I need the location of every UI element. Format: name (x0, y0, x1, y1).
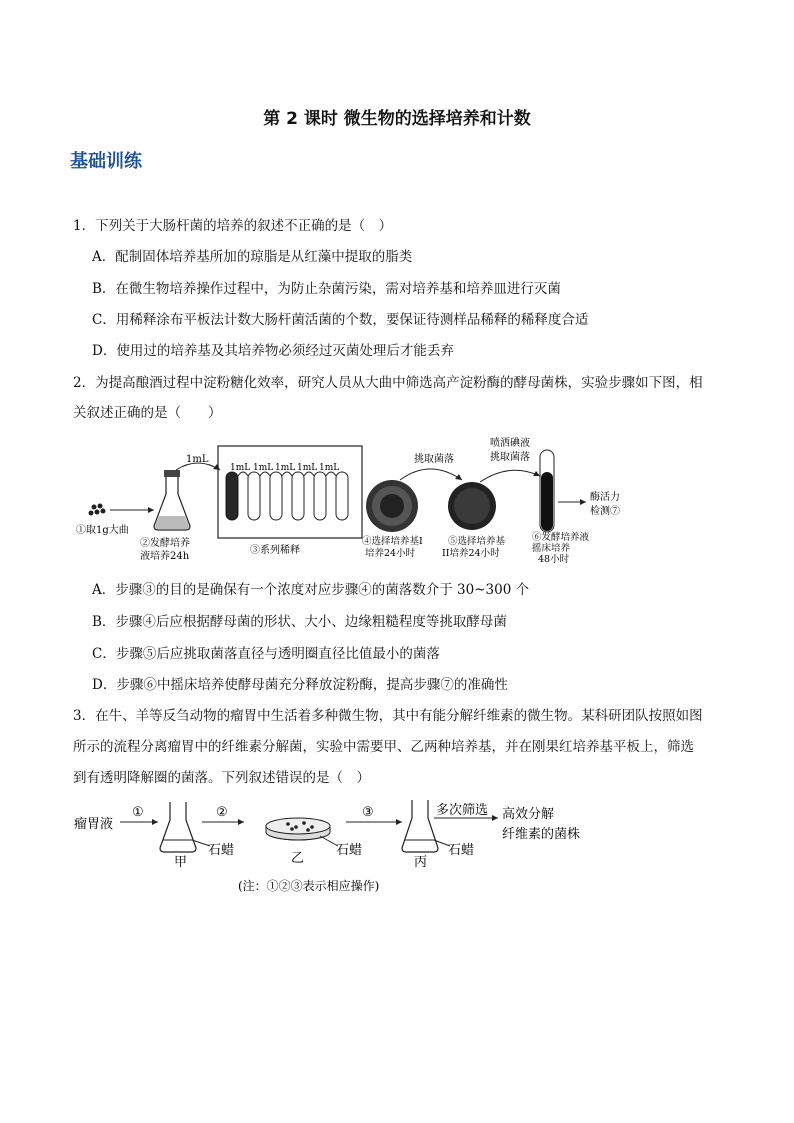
figure-note: (注：①②③表示相应操作) (238, 879, 380, 893)
flask-jia-icon (160, 802, 196, 852)
q1-option-c: C．用稀释涂布平板法计数大肠杆菌活菌的个数，要保证待测样品稀释的稀释度合适 (92, 312, 589, 328)
enzyme-activity-label-1: 酶活力 (590, 492, 620, 503)
step2-label-b: 液培养24h (140, 551, 190, 562)
tube-1ml-label-3: 1mL (275, 463, 296, 473)
step5-label-a: ⑤选择培养基 (448, 536, 506, 547)
q3-stem-line3: 到有透明降解圈的菌落。下列叙述错误的是（ ） (73, 770, 370, 786)
q2-option-b: B．步骤④后应根据酵母菌的形状、大小、边缘粗糙程度等挑取酵母菌 (92, 614, 507, 630)
step4-label-b: 培养24小时 (365, 548, 416, 559)
step5-label-b: II培养24小时 (442, 548, 500, 559)
q2-option-c: C．步骤⑤后应挑取菌落直径与透明圈直径比值最小的菌落 (92, 646, 440, 662)
spray-iodine-label: 喷洒碘液 (490, 438, 530, 449)
pick-colony-label-1: 挑取菌落 (414, 454, 454, 465)
step6-label-a: ⑥发酵培养液 (532, 532, 590, 543)
paraffin-label-3: 石蜡 (448, 843, 475, 858)
page-title: 第 2 课时 微生物的选择培养和计数 (263, 109, 531, 129)
q3-stem-line1: 3．在牛、羊等反刍动物的瘤胃中生活着多种微生物，其中有能分解纤维素的微生物。某科研团队按照如图 (73, 708, 703, 724)
q2-option-a: A．步骤③的目的是确保有一个浓度对应步骤④的菌落数介于 30~300 个 (92, 582, 530, 598)
paraffin-label-1: 石蜡 (208, 843, 235, 858)
medium-jia-label: 甲 (174, 855, 188, 870)
operation-2-label: ② (216, 805, 228, 820)
step6-label-c: 48小时 (538, 554, 570, 565)
transfer-1ml-label: 1mL (186, 454, 209, 465)
rumen-fluid-label: 瘤胃液 (74, 817, 114, 832)
operation-1-label: ① (132, 805, 144, 820)
result-label-1: 高效分解 (502, 807, 555, 822)
dilution-tubes-icon (226, 472, 348, 520)
tube-1ml-label-2: 1mL (253, 463, 274, 473)
flask-bing-icon (402, 800, 438, 852)
q2-stem-line1: 2．为提高酿酒过程中淀粉糖化效率，研究人员从大曲中筛选高产淀粉酶的酵母菌株，实验步骤如下图，相 (73, 375, 703, 391)
daqu-grains-icon (89, 504, 106, 516)
operation-3-label: ③ (362, 805, 374, 820)
q2-option-d: D．步骤⑥中摇床培养使酵母菌充分释放淀粉酶，提高步骤⑦的准确性 (92, 677, 508, 693)
enzyme-activity-label-2: 检测⑦ (590, 506, 620, 517)
paraffin-label-2: 石蜡 (336, 843, 363, 858)
q1-option-a: A．配制固体培养基所加的琼脂是从红藻中提取的脂类 (92, 249, 413, 265)
multiple-screening-label: 多次筛选 (436, 803, 489, 818)
pick-colony-label-2: 挑取菌落 (490, 452, 530, 463)
tube-1ml-label-4: 1mL (297, 463, 318, 473)
q2-experiment-figure (70, 436, 710, 576)
step2-label-a: ②发酵培养 (140, 538, 190, 549)
q1-option-b: B．在微生物培养操作过程中，为防止杂菌污染，需对培养基和培养皿进行灭菌 (92, 281, 561, 297)
section-heading: 基础训练 (70, 151, 142, 172)
q1-stem: 1．下列关于大肠杆菌的培养的叙述不正确的是（ ） (73, 218, 393, 234)
q3-stem-line2: 所示的流程分离瘤胃中的纤维素分解菌，实验中需要甲、乙两种培养基，并在刚果红培养基平板上，筛选 (73, 739, 694, 755)
step1-label: ①取1g大曲 (76, 525, 129, 536)
step3-label: ③系列稀释 (250, 545, 300, 556)
step6-label-b: 摇床培养 (532, 543, 571, 554)
q2-stem-line2: 关叙述正确的是（ ） (73, 405, 222, 421)
q3-flow-figure (70, 796, 630, 900)
q1-option-d: D．使用过的培养基及其培养物必须经过灭菌处理后才能丢弃 (92, 343, 454, 359)
tube-1ml-label-5: 1mL (319, 463, 340, 473)
tube-1ml-label-1: 1mL (230, 463, 251, 473)
medium-bing-label: 丙 (414, 855, 428, 870)
step4-label-a: ④选择培养基I (362, 536, 423, 547)
medium-yi-label: 乙 (291, 851, 305, 866)
result-label-2: 纤维素的菌株 (502, 827, 581, 842)
culture-flask-icon (154, 470, 190, 530)
